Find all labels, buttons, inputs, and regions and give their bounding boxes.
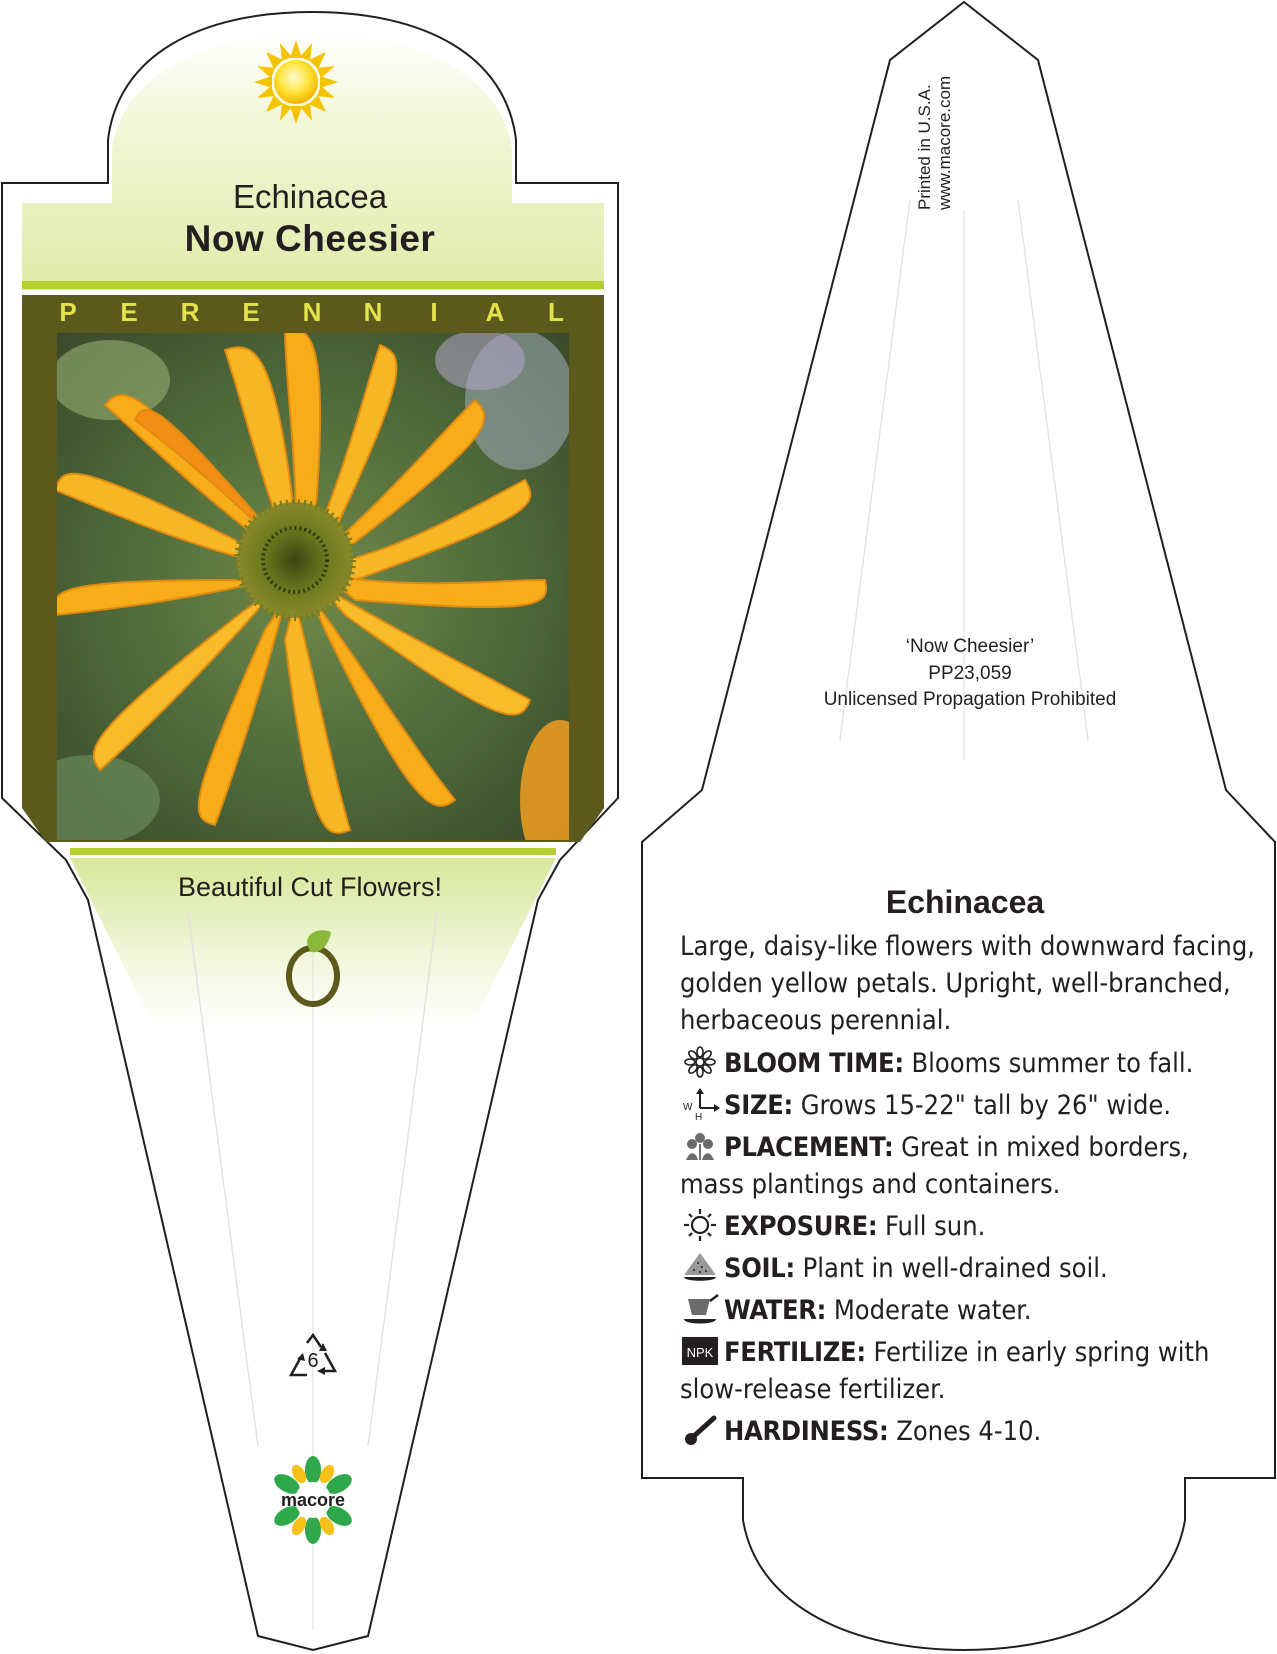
patent-number: PP23,059 — [928, 663, 1012, 684]
category-letter: L — [548, 297, 564, 327]
care-label: PLACEMENT: — [724, 1132, 894, 1163]
size-icon — [680, 1088, 720, 1120]
sun-icon — [254, 40, 338, 124]
sun-icon — [680, 1209, 720, 1241]
care-hardiness — [680, 1413, 1260, 1450]
care-text: Plant in well-drained soil. — [802, 1253, 1108, 1284]
placement-icon — [680, 1130, 720, 1162]
category-letter: E — [242, 297, 260, 327]
category-letter: E — [120, 297, 138, 327]
care-text: Blooms summer to fall. — [911, 1048, 1194, 1079]
category-letter: I — [430, 297, 438, 327]
thermometer-icon — [680, 1414, 720, 1446]
flower-icon — [680, 1046, 720, 1078]
plant-genus: Echinacea — [232, 178, 388, 215]
size-h-label: H — [695, 1112, 703, 1120]
npk-icon — [680, 1335, 720, 1367]
print-country: Printed in U.S.A. — [915, 84, 934, 210]
recycle-number: 6 — [307, 1350, 319, 1372]
care-size — [680, 1087, 1260, 1124]
feature-text: Beautiful Cut Flowers! — [177, 872, 443, 902]
care-label: WATER: — [724, 1295, 827, 1326]
care-label: SOIL: — [724, 1253, 795, 1284]
category-letter: A — [485, 297, 505, 327]
care-text: Fertilize in early spring with slow-release fertilizer. — [680, 1337, 1210, 1405]
print-website: www.macore.com — [935, 75, 954, 210]
description-title: Echinacea — [885, 884, 1045, 920]
category-label — [58, 297, 566, 328]
care-label: SIZE: — [724, 1090, 793, 1121]
care-label: FERTILIZE: — [724, 1337, 866, 1368]
flower-photo — [20, 329, 600, 880]
care-label: HARDINESS: — [724, 1416, 889, 1447]
care-placement — [680, 1129, 1260, 1203]
category-letter: R — [180, 297, 200, 327]
care-text: Zones 4-10. — [896, 1416, 1042, 1447]
plant-cultivar: Now Cheesier — [184, 218, 436, 259]
care-label: EXPOSURE: — [724, 1211, 878, 1242]
size-w-label: W — [683, 1102, 693, 1113]
patent-notice: Unlicensed Propagation Prohibited — [823, 689, 1117, 710]
description-text: Large, daisy-like flowers with downward facing, golden yellow petals. Upright, well-branched, herbaceous perennial. — [680, 931, 1255, 1036]
care-text: Full sun. — [885, 1211, 986, 1242]
care-exposure — [680, 1208, 1260, 1245]
soil-icon — [680, 1251, 720, 1283]
care-fertilize — [680, 1334, 1260, 1408]
care-soil — [680, 1250, 1260, 1287]
care-text: Great in mixed borders, mass plantings and containers. — [680, 1132, 1189, 1200]
care-label: BLOOM TIME: — [724, 1048, 904, 1079]
print-info — [915, 50, 955, 210]
care-text: Moderate water. — [833, 1295, 1032, 1326]
care-water — [680, 1292, 1260, 1329]
brand-name: macore — [280, 1490, 346, 1510]
care-bloom-time — [680, 1045, 1260, 1082]
category-letter: P — [59, 297, 77, 327]
npk-label: NPK — [686, 1345, 714, 1360]
patent-name: ‘Now Cheesier’ — [905, 636, 1035, 657]
care-text: Grows 15-22" tall by 26" wide. — [800, 1090, 1172, 1121]
watering-can-icon — [680, 1293, 720, 1325]
category-letter: N — [302, 297, 322, 327]
category-letter: N — [363, 297, 383, 327]
